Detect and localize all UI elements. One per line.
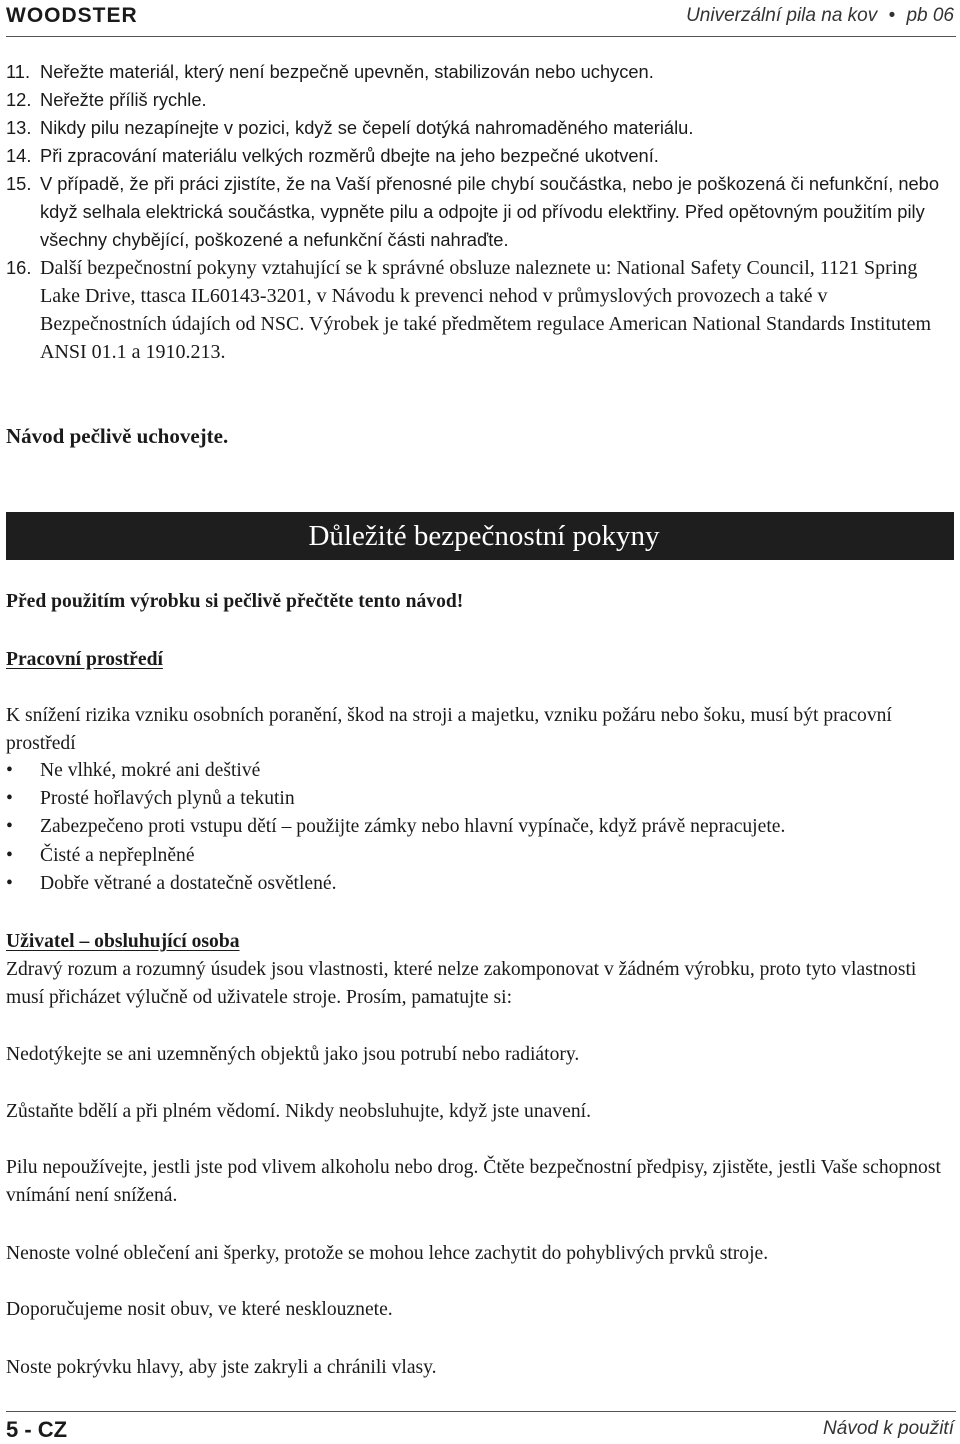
bullet-icon: • bbox=[6, 788, 13, 810]
product-name: Univerzální pila na kov bbox=[686, 5, 878, 26]
user-rule-5: Doporučujeme nosit obuv, ve které nesklouznete. bbox=[6, 1299, 393, 1320]
user-intro: Zdravý rozum a rozumný úsudek jsou vlastnosti, které nelze zakomponovat v žádném výrobku, proto tyto vlastnosti musí přicházet výlučně od uživatele stroje. Prosím, pamatujte si: bbox=[6, 959, 917, 1008]
item-number: 14. bbox=[6, 145, 32, 166]
user-rule-1: Nedotýkejte se ani uzemněných objektů jako jsou potrubí nebo radiátory. bbox=[6, 1044, 580, 1065]
user-rule-3: Pilu nepoužívejte, jestli jste pod vlivem alkoholu nebo drog. Čtěte bezpečnostní předpisy, zjistěte, jestli Vaše schopnost vnímání není snížená. bbox=[6, 1157, 941, 1206]
header-product-info bbox=[686, 5, 954, 27]
list-item bbox=[6, 842, 954, 870]
bullet-text: Zabezpečeno proti vstupu dětí – použijte zámky nebo hlavní vypínače, když právě nepracujete. bbox=[40, 816, 786, 838]
section-banner bbox=[6, 512, 954, 560]
item-number: 12. bbox=[6, 89, 32, 110]
bullet-icon: • bbox=[6, 816, 13, 838]
item-text: Další bezpečnostní pokyny vztahující se k správné obsluze naleznete u: National Safety Council, 1121 Spring Lake Drive, ttasca IL60143-3201, v Návodu k prevenci nehod v průmyslových provozech a také v Bezpečnostních údajích od NSC. Výrobek je také předmětem regulace American National Standards Institutem ANSI 01.1 a 1910.213. bbox=[40, 257, 932, 363]
bullet-icon: • bbox=[6, 844, 13, 866]
brand-logo: WOODSTER bbox=[6, 4, 138, 27]
list-item bbox=[6, 813, 954, 841]
bullet-icon: • bbox=[6, 760, 13, 781]
list-item bbox=[6, 785, 954, 813]
header-divider bbox=[6, 36, 956, 37]
page-header bbox=[0, 0, 960, 40]
page-number: 5 - CZ bbox=[6, 1417, 68, 1442]
item-number: 16. bbox=[6, 257, 32, 278]
bullet-text: Ne vlhké, mokré ani deštivé bbox=[40, 760, 261, 781]
list-item bbox=[6, 86, 956, 114]
user-rule-4: Nenoste volné oblečení ani šperky, protože se mohou lehce zachytit do pohyblivých prvků stroje. bbox=[6, 1243, 769, 1264]
item-text: V případě, že při práci zjistíte, že na Vaší přenosné pile chybí součástka, nebo je poškozená či nefunkční, nebo když selhala elektrická součástka, vypněte pilu a odpojte ji od přívodu elektřiny. Před opětovným použitím pily všechny chybějící, poškozené a nefunkční části nahraďte. bbox=[40, 173, 940, 250]
bullet-text: Čisté a nepřeplněné bbox=[40, 844, 195, 866]
keep-instructions-note: Návod pečlivě uchovejte. bbox=[6, 424, 229, 448]
item-text: Při zpracování materiálu velkých rozměrů dbejte na jeho bezpečné ukotvení. bbox=[40, 145, 659, 166]
work-env-bullets bbox=[6, 757, 954, 898]
bullet-text: Dobře větrané a dostatečně osvětlené. bbox=[40, 872, 337, 894]
list-item bbox=[6, 142, 956, 170]
item-number: 13. bbox=[6, 117, 32, 138]
item-text: Nikdy pilu nezapínejte v pozici, když se čepelí dotýká nahromaděného materiálu. bbox=[40, 117, 694, 138]
work-env-heading: Pracovní prostředí bbox=[6, 649, 163, 670]
work-env-intro: K snížení rizika vzniku osobních poranění, škod na stroji a majetku, vzniku požáru nebo šoku, musí být pracovní prostředí bbox=[6, 705, 892, 754]
model-code: pb 06 bbox=[906, 5, 954, 26]
item-number: 15. bbox=[6, 173, 32, 194]
footer-divider bbox=[6, 1411, 956, 1412]
bullet-icon: • bbox=[6, 872, 13, 894]
list-item bbox=[6, 870, 954, 898]
numbered-safety-list bbox=[6, 58, 956, 366]
footer-title: Návod k použití bbox=[823, 1418, 954, 1439]
banner-title: Důležité bezpečnostní pokyny bbox=[308, 520, 660, 552]
list-item bbox=[6, 254, 956, 366]
user-heading: Uživatel – obsluhující osoba bbox=[6, 931, 240, 952]
user-rule-6: Noste pokrývku hlavy, aby jste zakryli a chránili vlasy. bbox=[6, 1357, 437, 1378]
item-text: Neřežte příliš rychle. bbox=[40, 89, 207, 110]
list-item bbox=[6, 114, 956, 142]
header-separator: • bbox=[888, 5, 896, 26]
list-item bbox=[6, 58, 956, 86]
user-rule-2: Zůstaňte bdělí a při plném vědomí. Nikdy neobsluhujte, když jste unavení. bbox=[6, 1101, 591, 1122]
list-item bbox=[6, 170, 956, 254]
item-text: Neřežte materiál, který není bezpečně upevněn, stabilizován nebo uchycen. bbox=[40, 61, 654, 82]
bullet-text: Prosté hořlavých plynů a tekutin bbox=[40, 788, 295, 810]
item-number: 11. bbox=[6, 61, 31, 82]
read-before-use-note: Před použitím výrobku si pečlivě přečtěte tento návod! bbox=[6, 591, 464, 612]
list-item bbox=[6, 757, 954, 785]
